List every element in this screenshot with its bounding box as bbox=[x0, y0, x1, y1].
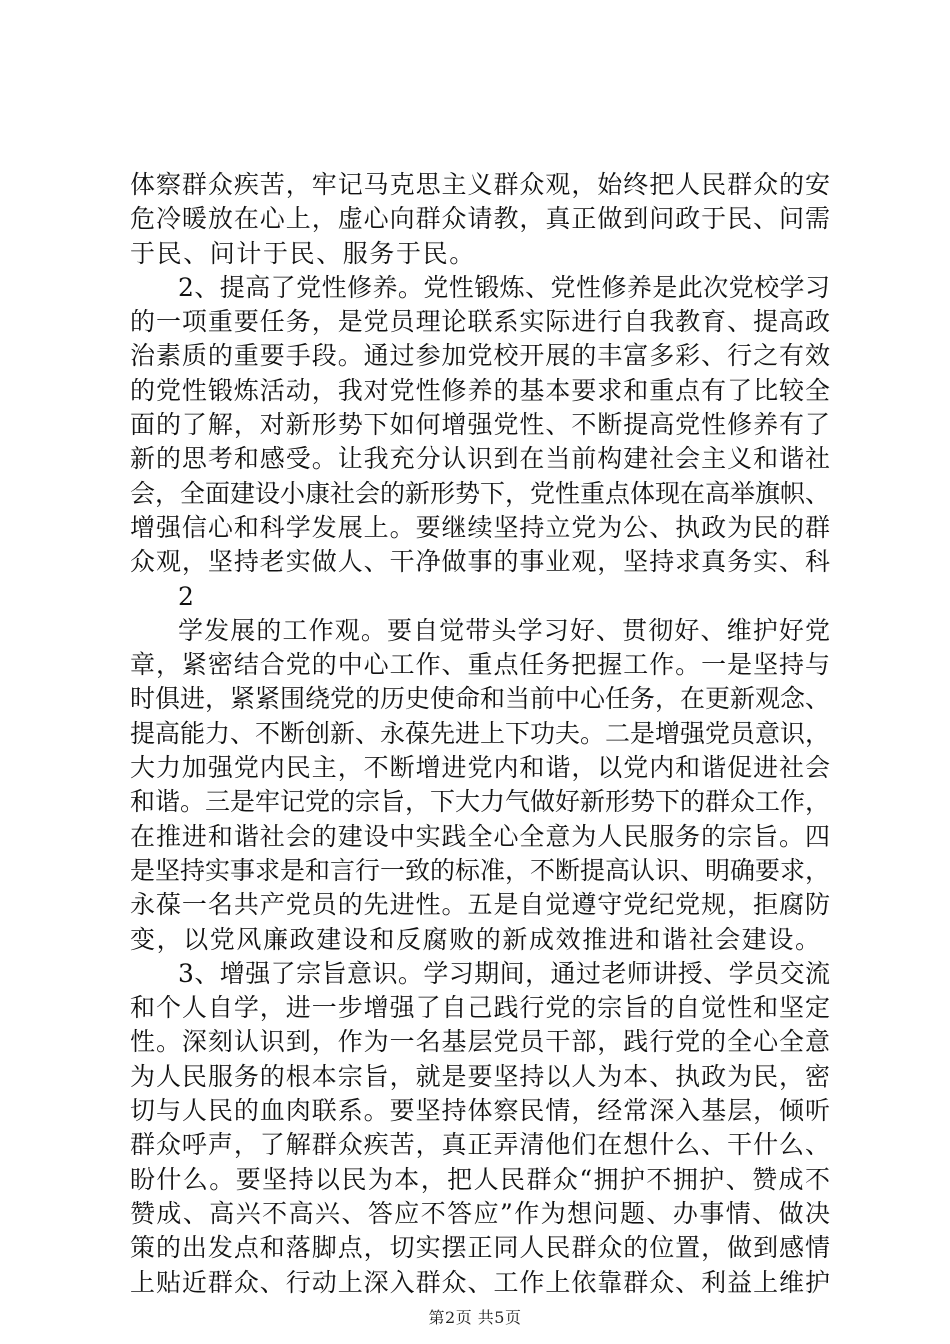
text-line: 的一项重要任务，是党员理论联系实际进行自我教育、提高政 bbox=[130, 307, 830, 337]
text-line: 群众呼声，了解群众疾苦，真正弄清他们在想什么、干什么、 bbox=[130, 1130, 830, 1160]
text-line: 章，紧密结合党的中心工作、重点任务把握工作。一是坚持与 bbox=[130, 650, 830, 680]
text-line: 大力加强党内民主，不断增进党内和谐，以党内和谐促进社会 bbox=[130, 753, 830, 783]
text-line: 盼什么。要坚持以民为本，把人民群众“拥护不拥护、赞成不 bbox=[130, 1164, 830, 1194]
text-line: 危冷暖放在心上，虚心向群众请教，真正做到问政于民、问需 bbox=[130, 204, 830, 234]
text-line: 治素质的重要手段。通过参加党校开展的丰富多彩、行之有效 bbox=[130, 341, 830, 371]
text-line: 体察群众疾苦，牢记马克思主义群众观，始终把人民群众的安 bbox=[130, 170, 830, 199]
text-line: 在推进和谐社会的建设中实践全心全意为人民服务的宗旨。四 bbox=[130, 821, 830, 851]
paragraph-start-line: 3、增强了宗旨意识。学习期间，通过老师讲授、学员交流 bbox=[178, 958, 830, 988]
inline-page-number: 2 bbox=[178, 581, 194, 611]
text-line: 时俱进，紧紧围绕党的历史使命和当前中心任务，在更新观念、 bbox=[130, 684, 831, 714]
text-line: 永葆一名共产党员的先进性。五是自觉遵守党纪党规，拒腐防 bbox=[130, 890, 830, 920]
text-line: 性。深刻认识到，作为一名基层党员干部，践行党的全心全意 bbox=[130, 1027, 830, 1057]
body-text bbox=[130, 168, 830, 1300]
text-line: 变，以党风廉政建设和反腐败的新成效推进和谐社会建设。 bbox=[130, 924, 822, 954]
text-line: 是坚持实事求是和言行一致的标准，不断提高认识、明确要求， bbox=[130, 855, 831, 885]
text-line: 面的了解，对新形势下如何增强党性、不断提高党性修养有了 bbox=[130, 410, 830, 440]
text-line: 新的思考和感受。让我充分认识到在当前构建社会主义和谐社 bbox=[130, 444, 830, 474]
page-footer bbox=[0, 1308, 950, 1328]
text-line: 提高能力、不断创新、永葆先进上下功夫。二是增强党员意识， bbox=[130, 718, 831, 748]
text-line: 上贴近群众、行动上深入群众、工作上依靠群众、利益上维护 bbox=[130, 1267, 830, 1297]
text-line: 增强信心和科学发展上。要继续坚持立党为公、执政为民的群 bbox=[130, 512, 830, 542]
text-line: 于民、问计于民、服务于民。 bbox=[130, 238, 476, 268]
paragraph-start-line: 学发展的工作观。要自觉带头学习好、贯彻好、维护好党 bbox=[178, 615, 830, 645]
text-line: 会，全面建设小康社会的新形势下，党性重点体现在高举旗帜、 bbox=[130, 478, 831, 508]
paragraph-start-line: 2、提高了党性修养。党性锻炼、党性修养是此次党校学习 bbox=[178, 272, 830, 302]
text-line: 为人民服务的根本宗旨，就是要坚持以人为本、执政为民，密 bbox=[130, 1061, 830, 1091]
text-line: 和谐。三是牢记党的宗旨，下大力气做好新形势下的群众工作， bbox=[130, 787, 831, 817]
text-line: 和个人自学，进一步增强了自己践行党的宗旨的自觉性和坚定 bbox=[130, 993, 830, 1023]
text-line: 策的出发点和落脚点，切实摆正同人民群众的位置，做到感情 bbox=[130, 1233, 830, 1263]
text-line: 赞成、高兴不高兴、答应不答应”作为想问题、办事情、做决 bbox=[130, 1198, 830, 1228]
text-line: 众观，坚持老实做人、干净做事的事业观，坚持求真务实、科 bbox=[130, 547, 830, 577]
text-line: 的党性锻炼活动，我对党性修养的基本要求和重点有了比较全 bbox=[130, 375, 830, 405]
text-line: 切与人民的血肉联系。要坚持体察民情，经常深入基层，倾听 bbox=[130, 1096, 830, 1126]
page-number-label: 第2页 共5页 bbox=[428, 1308, 522, 1327]
